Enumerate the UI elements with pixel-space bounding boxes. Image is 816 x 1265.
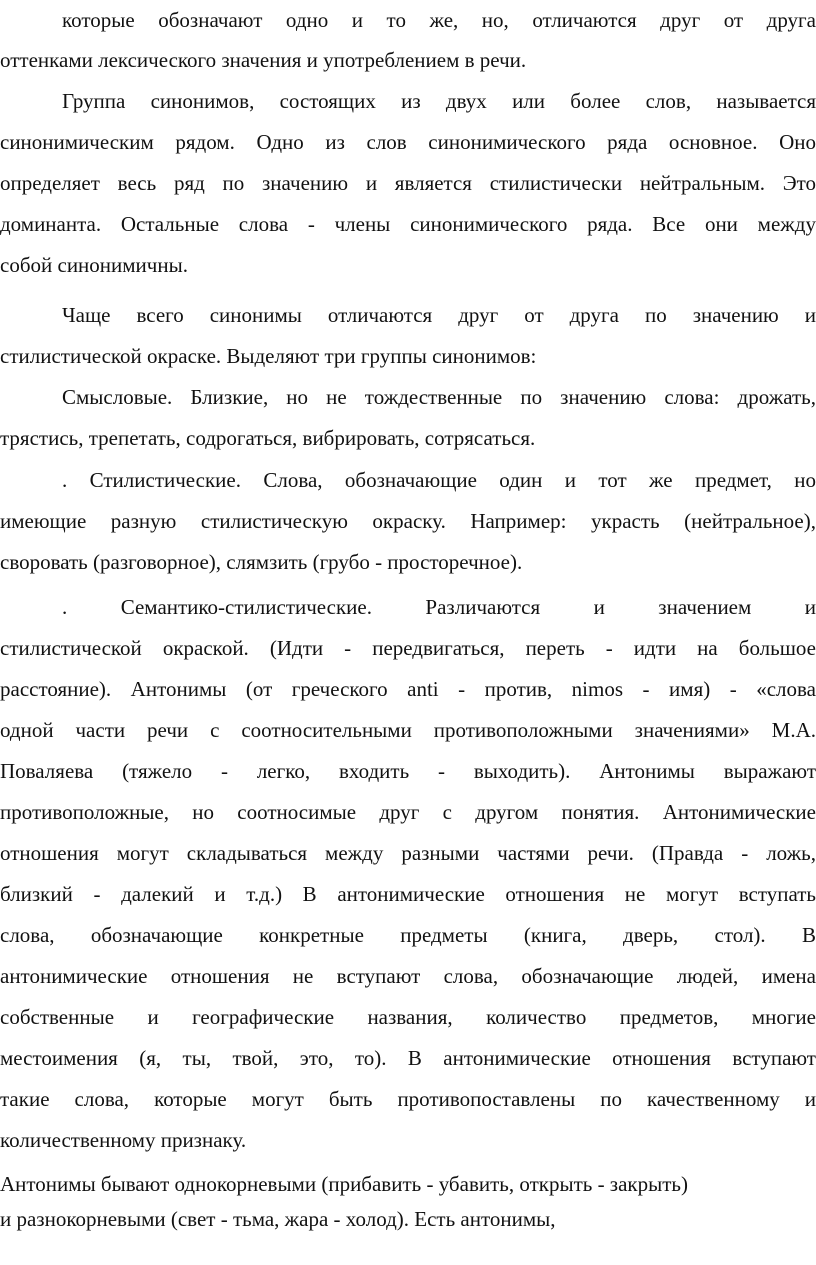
text-line: антонимические отношения не вступают слова, обозначающие людей, имена <box>0 964 816 988</box>
text-line: Группа синонимов, состоящих из двух или более слов, называется <box>62 89 816 113</box>
text-line: своровать (разговорное), слямзить (грубо - просторечное). <box>0 550 523 574</box>
text-line: стилистической окраской. (Идти - передвигаться, переть - идти на большое <box>0 636 816 660</box>
text-line: Антонимы бывают однокорневыми (прибавить - убавить, открыть - закрыть) <box>0 1172 688 1196</box>
text-line: Смысловые. Близкие, но не тождественные по значению слова: дрожать, <box>62 385 816 409</box>
text-line: собственные и географические названия, количество предметов, многие <box>0 1005 816 1029</box>
text-line: слова, обозначающие конкретные предметы (книга, дверь, стол). В <box>0 923 816 947</box>
text-line: синонимическим рядом. Одно из слов синонимического ряда основное. Оно <box>0 130 816 154</box>
text-line: трястись, трепетать, содрогаться, вибрировать, сотрясаться. <box>0 426 536 450</box>
text-line: близкий - далекий и т.д.) В антонимические отношения не могут вступать <box>0 882 816 906</box>
text-line: стилистической окраске. Выделяют три группы синонимов: <box>0 344 537 368</box>
text-line: и разнокорневыми (свет - тьма, жара - холод). Есть антонимы, <box>0 1207 556 1231</box>
text-line: доминанта. Остальные слова - члены синонимического ряда. Все они между <box>0 212 816 236</box>
text-line: Чаще всего синонимы отличаются друг от друга по значению и <box>62 303 816 327</box>
text-line: расстояние). Антонимы (от греческого anti - против, nimos - имя) - «слова <box>0 677 816 701</box>
text-line: Поваляева (тяжело - легко, входить - выходить). Антонимы выражают <box>0 759 816 783</box>
text-line: имеющие разную стилистическую окраску. Например: украсть (нейтральное), <box>0 509 816 533</box>
text-line: противоположные, но соотносимые друг с другом понятия. Антонимические <box>0 800 816 824</box>
text-line: которые обозначают одно и то же, но, отличаются друг от друга <box>62 8 816 32</box>
text-line: такие слова, которые могут быть противопоставлены по качественному и <box>0 1087 816 1111</box>
text-line: отношения могут складываться между разными частями речи. (Правда - ложь, <box>0 841 816 865</box>
text-line: оттенками лексического значения и употреблением в речи. <box>0 48 527 72</box>
text-line: местоимения (я, ты, твой, это, то). В антонимические отношения вступают <box>0 1046 816 1070</box>
text-line: количественному признаку. <box>0 1128 247 1152</box>
text-line: . Семантико-стилистические. Различаются и значением и <box>62 595 816 619</box>
text-line: определяет весь ряд по значению и является стилистически нейтральным. Это <box>0 171 816 195</box>
text-line: . Стилистические. Слова, обозначающие один и тот же предмет, но <box>62 468 816 492</box>
text-line: одной части речи с соотносительными противоположными значениями» М.А. <box>0 718 816 742</box>
text-line: собой синонимичны. <box>0 253 188 277</box>
